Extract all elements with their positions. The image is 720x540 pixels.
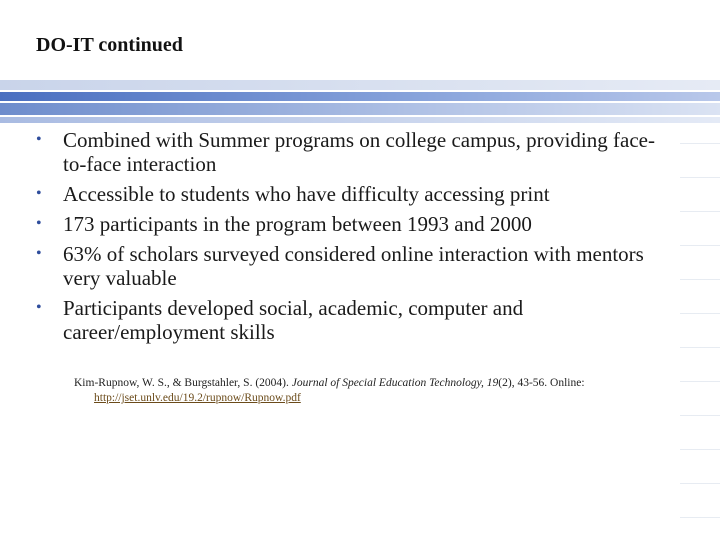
bullet-item xyxy=(36,182,676,206)
decorative-header-bands xyxy=(0,80,720,126)
header-band xyxy=(0,103,720,115)
bullet-item xyxy=(36,212,676,236)
bullet-list xyxy=(36,128,676,350)
bullet-text: 63% of scholars surveyed considered online interaction with mentors very valuable xyxy=(63,242,644,290)
citation-details: (2), 43-56. Online: xyxy=(498,377,585,389)
bullet-item xyxy=(36,242,676,290)
bullet-icon: • xyxy=(36,215,42,232)
bullet-icon: • xyxy=(36,299,42,316)
slide-title: DO-IT continued xyxy=(36,34,183,56)
decorative-grid-lines xyxy=(680,110,720,540)
citation-authors: Kim-Rupnow, W. S., & Burgstahler, S. (2004). xyxy=(74,377,289,389)
citation-link[interactable]: http://jset.unlv.edu/19.2/rupnow/Rupnow.pdf xyxy=(94,392,301,404)
header-band xyxy=(0,80,720,90)
bullet-item xyxy=(36,128,676,176)
citation xyxy=(74,376,694,406)
bullet-icon: • xyxy=(36,185,42,202)
bullet-text: 173 participants in the program between 1993 and 2000 xyxy=(63,212,532,236)
citation-journal: Journal of Special Education Technology, 19 xyxy=(291,377,499,389)
bullet-text: Combined with Summer programs on college campus, providing face-to-face interaction xyxy=(63,128,655,176)
header-band xyxy=(0,117,720,123)
bullet-text: Accessible to students who have difficulty accessing print xyxy=(63,182,550,206)
bullet-item xyxy=(36,296,676,344)
bullet-text: Participants developed social, academic, computer and career/employment skills xyxy=(63,296,524,344)
bullet-icon: • xyxy=(36,245,42,262)
bullet-icon: • xyxy=(36,131,42,148)
header-band xyxy=(0,92,720,101)
